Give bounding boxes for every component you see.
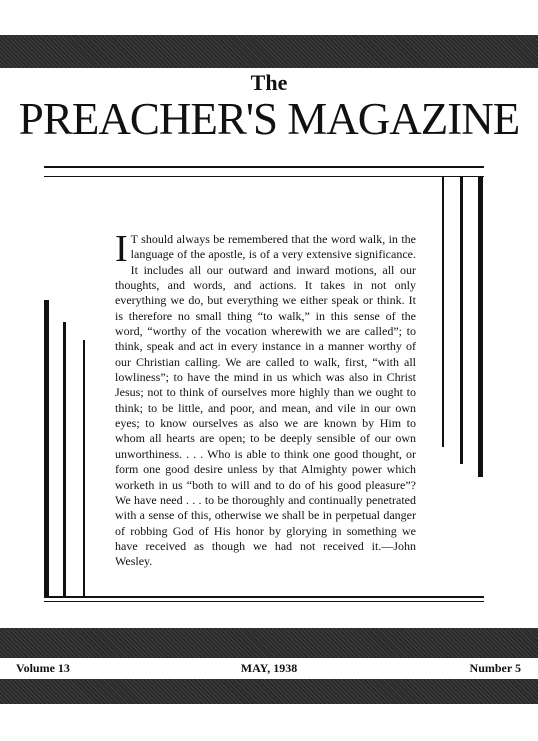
right-bar-middle — [460, 177, 463, 464]
drop-cap: I — [115, 228, 128, 270]
bottom-decorative-band-lower — [0, 679, 538, 704]
masthead-the: The — [250, 70, 288, 95]
volume-label: Volume 13 — [16, 661, 70, 675]
right-bar-outer — [478, 177, 483, 477]
right-bar-inner — [442, 177, 444, 447]
top-rule-thin — [44, 176, 484, 177]
bottom-rule-thin — [44, 601, 484, 602]
bottom-rule — [44, 596, 484, 598]
left-bar-middle — [63, 322, 66, 596]
issue-number: Number 5 — [469, 661, 521, 675]
bottom-decorative-band-upper — [0, 628, 538, 658]
masthead-title: PREACHER'S MAGAZINE — [18, 94, 520, 144]
article-text — [115, 228, 416, 570]
article-body: T should always be remembered that the word walk, in the language of the apostle, is of a very extensive significance. It includes all our outward and inward motions, all our thoughts, and words, and actions. It takes in not only everything we do, but everything we either speak or think. It is therefore no small thing “to walk,” in this sense of the word, “worthy of the vocation wherewith we are called”; to think, speak and act in every instance in a manner worthy of our Christian calling. We are called to walk, first, “with all lowliness”; to have the mind in us which was also in Christ Jesus; not to think of ourselves more highly than we ought to think; to be little, and poor, and mean, and vile in our own eyes; to know ourselves as also we are known by Him to whom all hearts are open; to be deeply sensible of our own unworthiness. . . . Who is able to think one good thought, or form one good desire unless by that Almighty power which worketh in us “both to will and to do of his good pleasure”? We have need . . . to be thoroughly and continually penetrated with a sense of this, otherwise we shall be in perpetual danger of robbing God of His honor by glorying in something we have received as though we had not received it.—John Wesley. — [115, 232, 416, 569]
left-bar-outer — [44, 300, 49, 596]
issue-date: MAY, 1938 — [240, 661, 298, 675]
left-bar-inner — [83, 340, 85, 596]
top-rule — [44, 166, 484, 168]
top-decorative-band — [0, 35, 538, 68]
